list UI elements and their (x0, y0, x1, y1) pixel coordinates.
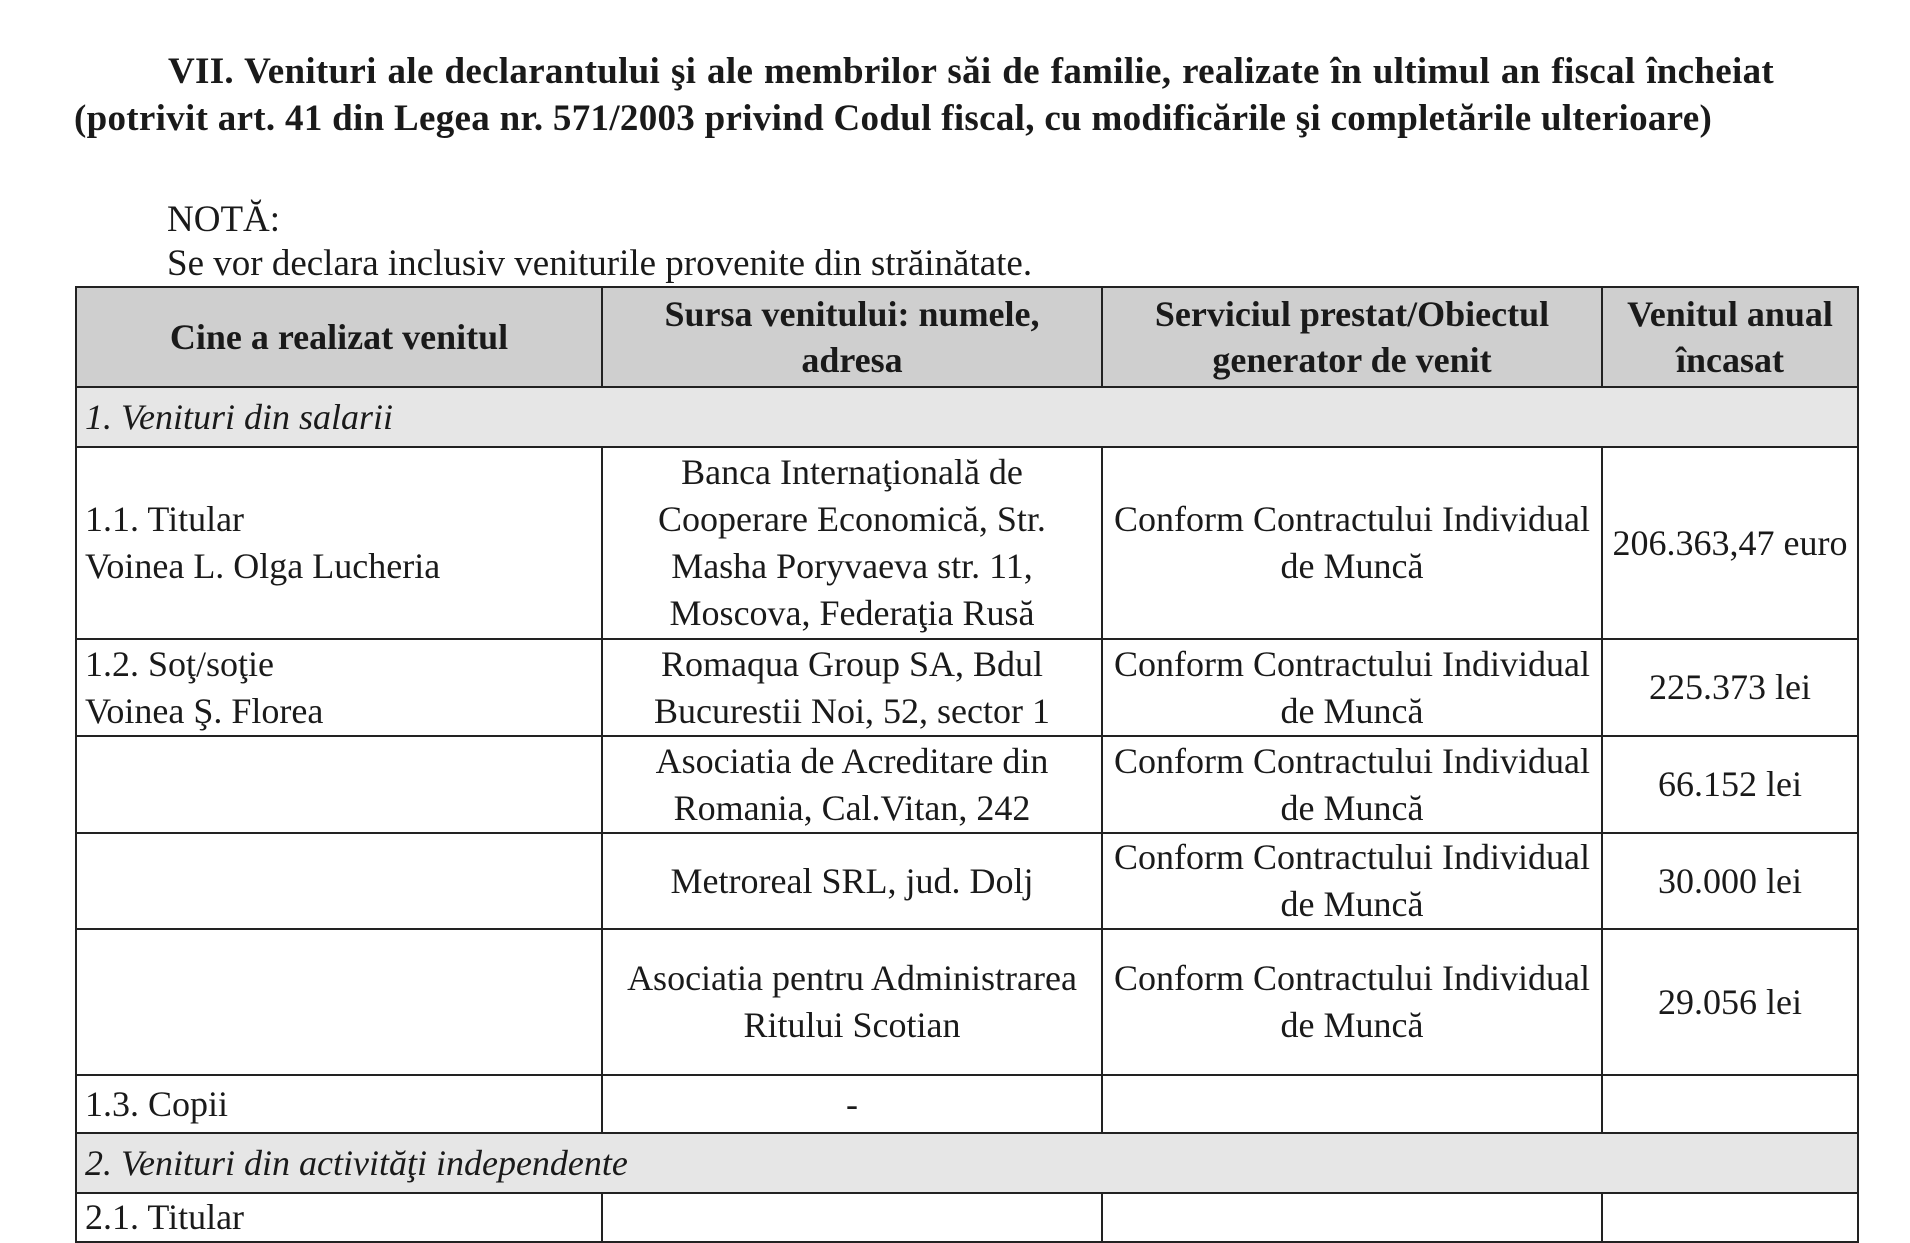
cell-service: Conform Contractului Individual de Muncă (1102, 447, 1602, 639)
cell-service: Conform Contractului Individual de Muncă (1102, 639, 1602, 736)
cell-who (76, 736, 602, 833)
cell-source: Banca Internaţională de Cooperare Economică, Str. Masha Poryvaeva str. 11, Moscova, Federaţia Rusă (602, 447, 1102, 639)
section-independent: 2. Venituri din activităţi independente (76, 1133, 1858, 1193)
cell-income: 225.373 lei (1602, 639, 1858, 736)
cell-service: Conform Contractului Individual de Muncă (1102, 833, 1602, 929)
table-row (76, 929, 1858, 1075)
cell-who (76, 833, 602, 929)
section-row (76, 387, 1858, 447)
cell-income: 66.152 lei (1602, 736, 1858, 833)
cell-income: 29.056 lei (1602, 929, 1858, 1075)
cell-source (602, 1193, 1102, 1242)
cell-source: Asociatia pentru Administrarea Ritului Scotian (602, 929, 1102, 1075)
cell-income: 206.363,47 euro (1602, 447, 1858, 639)
cell-source: Metroreal SRL, jud. Dolj (602, 833, 1102, 929)
nota-title: NOTĂ: (167, 199, 281, 240)
cell-source: Romaqua Group SA, Bdul Bucurestii Noi, 52, sector 1 (602, 639, 1102, 736)
who-role: 1.2. Soţ/soţie (85, 643, 275, 684)
header-who: Cine a realizat venitul (76, 287, 602, 387)
header-source: Sursa venitului: numele, adresa (602, 287, 1102, 387)
cell-source: - (602, 1075, 1102, 1133)
who-person: Voinea L. Olga Lucheria (85, 546, 441, 586)
cell-service (1102, 1193, 1602, 1242)
cell-who (76, 447, 602, 639)
table-row (76, 833, 1858, 929)
cell-income: 30.000 lei (1602, 833, 1858, 929)
cell-source: Asociatia de Acreditare din Romania, Cal.Vitan, 242 (602, 736, 1102, 833)
table-row (76, 736, 1858, 833)
table-row (76, 1075, 1858, 1133)
section-heading: VII. Venituri ale declarantului şi ale membrilor săi de familie, realizate în ultimul an fiscal încheiat (potrivit art. 41 din Legea nr. 571/2003 privind Codul fiscal, cu modificările şi completările ulterioare) (74, 51, 1774, 139)
section-salaries: 1. Venituri din salarii (76, 387, 1858, 447)
section-row (76, 1133, 1858, 1193)
header-service: Serviciul prestat/Obiectul generator de venit (1102, 287, 1602, 387)
who-role: 1.1. Titular (85, 499, 245, 539)
cell-who (76, 639, 602, 736)
table-row (76, 447, 1858, 639)
cell-who: 2.1. Titular (76, 1193, 602, 1242)
cell-income (1602, 1193, 1858, 1242)
cell-service (1102, 1075, 1602, 1133)
cell-service: Conform Contractului Individual de Muncă (1102, 929, 1602, 1075)
cell-service: Conform Contractului Individual de Muncă (1102, 736, 1602, 833)
table-header-row (76, 287, 1858, 387)
nota-text: Se vor declara inclusiv veniturile provenite din străinătate. (167, 243, 1033, 284)
cell-income (1602, 1075, 1858, 1133)
who-person: Voinea Ş. Florea (85, 690, 324, 731)
income-table (75, 286, 1859, 1243)
cell-who (76, 929, 602, 1075)
table-row (76, 639, 1858, 736)
cell-who: 1.3. Copii (76, 1075, 602, 1133)
header-income: Venitul anual încasat (1602, 287, 1858, 387)
table-row (76, 1193, 1858, 1242)
